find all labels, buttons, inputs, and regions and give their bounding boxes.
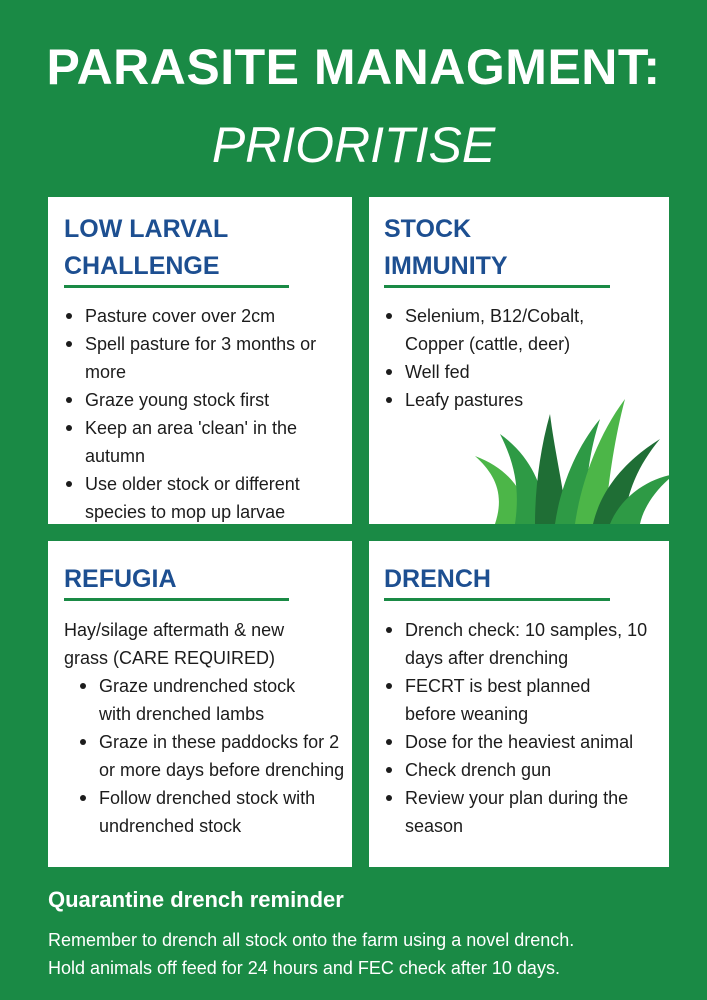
list-item: Pasture cover over 2cm <box>64 302 352 330</box>
list-item: Graze undrenched stock with drenched lambs <box>78 672 329 728</box>
bullet-list <box>64 302 352 526</box>
card-intro: Hay/silage aftermath & new grass (CARE REQUIRED) <box>64 620 285 668</box>
card-heading: REFUGIA <box>64 565 177 593</box>
list-item: Leafy pastures <box>384 386 669 414</box>
card-heading: STOCK IMMUNITY <box>384 215 508 280</box>
heading-divider <box>384 285 610 288</box>
list-item: Selenium, B12/Cobalt, Copper (cattle, deer) <box>384 302 620 358</box>
card-refugia <box>48 541 352 867</box>
card-stock-immunity <box>369 197 669 524</box>
list-item: Spell pasture for 3 months or more <box>64 330 325 386</box>
grass-icon <box>475 394 669 524</box>
list-item: Check drench gun <box>384 756 669 784</box>
page-subtitle: PRIORITISE <box>211 117 496 173</box>
card-heading: DRENCH <box>384 565 491 593</box>
list-item: Use older stock or different species to mop up larvae <box>64 470 345 526</box>
card-low-larval-challenge <box>48 197 352 524</box>
list-item: Drench check: 10 samples, 10 days after drenching <box>384 616 650 672</box>
heading-divider <box>384 598 610 601</box>
list-item: Graze in these paddocks for 2 or more days before drenching <box>78 728 354 784</box>
heading-divider <box>64 285 289 288</box>
page-title: PARASITE MANAGMENT: <box>46 39 661 95</box>
list-item: Follow drenched stock with undrenched stock <box>78 784 354 840</box>
bullet-list <box>78 672 352 840</box>
card-heading: LOW LARVAL CHALLENGE <box>64 215 229 280</box>
list-item: Keep an area 'clean' in the autumn <box>64 414 325 470</box>
quarantine-title: Quarantine drench reminder <box>48 887 344 912</box>
quarantine-text: Remember to drench all stock onto the farm using a novel drench. Hold animals off feed for 24 hours and FEC check after 10 days. <box>48 930 575 978</box>
bullet-list <box>384 616 669 840</box>
list-item: Well fed <box>384 358 669 386</box>
card-drench <box>369 541 669 867</box>
list-item: Graze young stock first <box>64 386 352 414</box>
list-item: FECRT is best planned before weaning <box>384 672 620 728</box>
list-item: Dose for the heaviest animal <box>384 728 669 756</box>
heading-divider <box>64 598 289 601</box>
list-item: Review your plan during the season <box>384 784 665 840</box>
